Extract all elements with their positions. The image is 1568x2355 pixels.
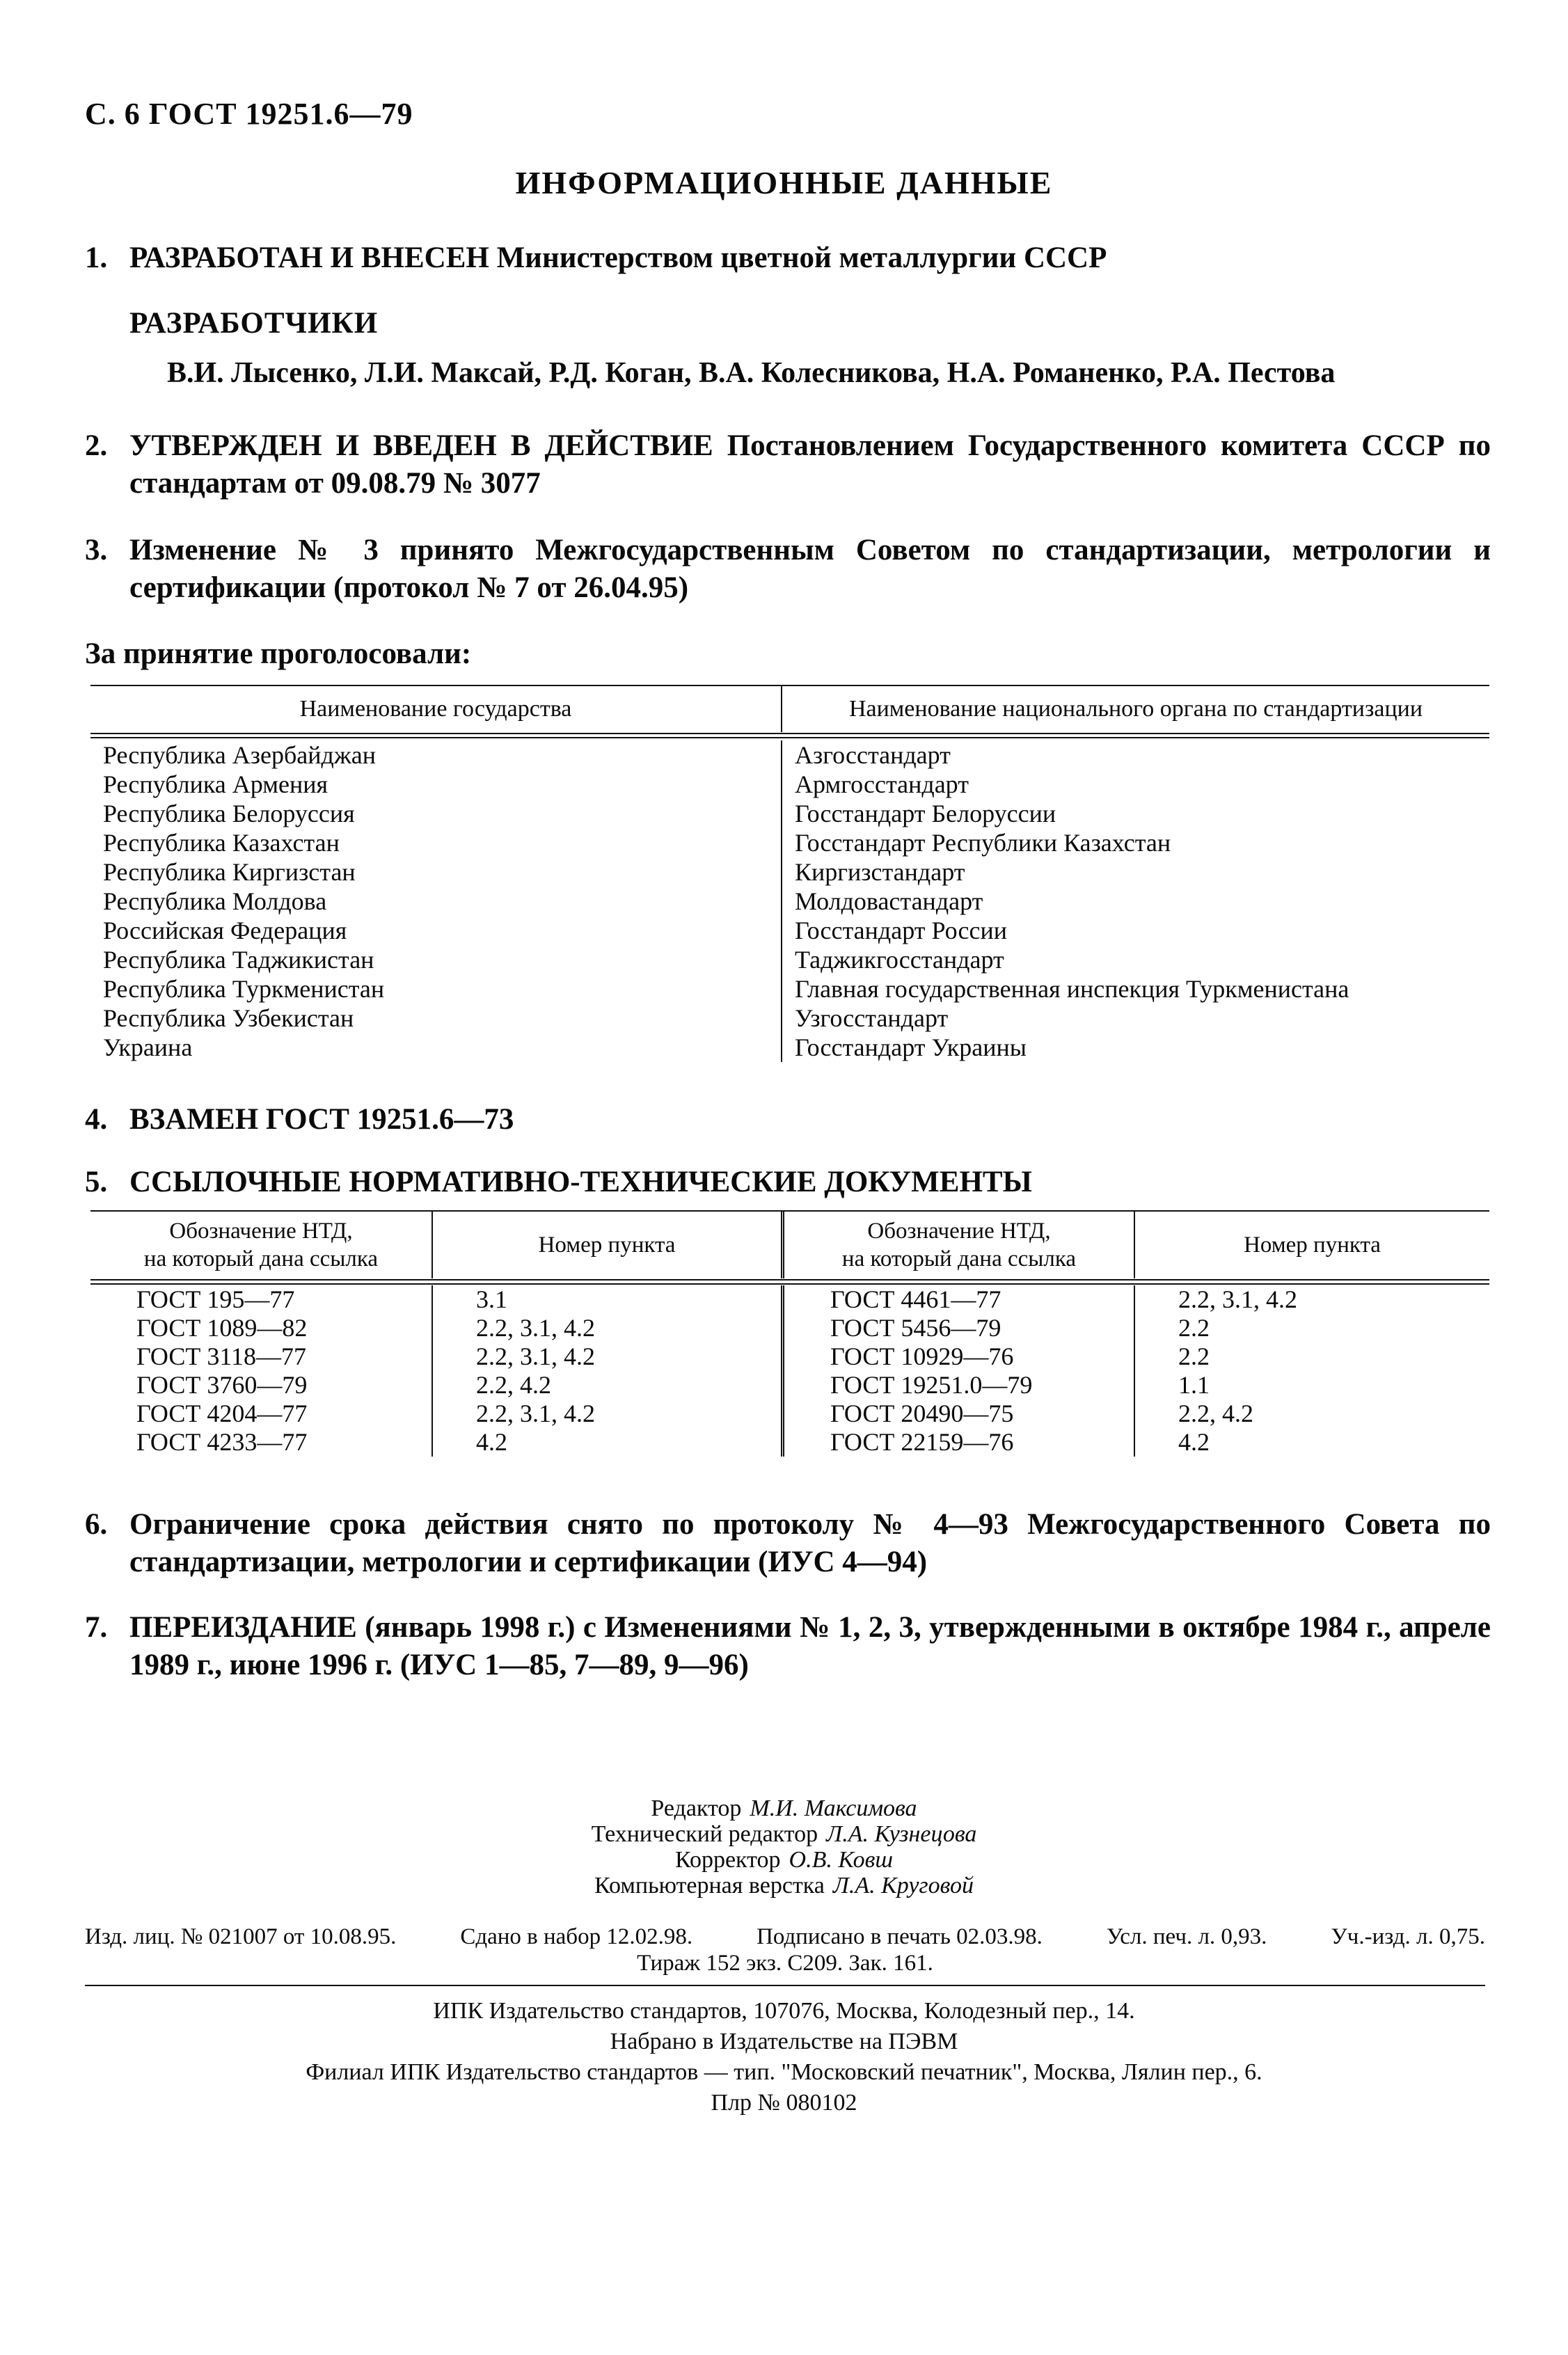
vote-table — [90, 686, 1489, 1062]
table-header: Номер пункта — [432, 1212, 783, 1278]
item-number: 1. — [85, 241, 108, 274]
item-lead: ССЫЛОЧНЫЕ НОРМАТИВНО-ТЕХНИЧЕСКИЕ ДОКУМЕНТЫ — [129, 1166, 1032, 1198]
standards-body-cell: Главная государственная инспекция Туркменистана — [795, 975, 1349, 1003]
item-2 — [85, 427, 1491, 502]
standards-body-cell: Киргизстандарт — [795, 858, 965, 886]
standards-body-cell: Госстандарт Украины — [795, 1033, 1027, 1061]
credit-line: Технический редактор Л.А. Кузнецова — [591, 1821, 977, 1847]
table-row — [90, 1371, 1489, 1399]
item-text: Постановлением Государственного комитета СССР по стандартам от 09.08.79 № 3077 — [129, 429, 1491, 500]
credit-line: Корректор О.В. Ковш — [674, 1847, 894, 1873]
standards-body-cell: Госстандарт России — [795, 917, 1007, 944]
table-row — [90, 1004, 1489, 1033]
item-text: Министерством цветной металлургии СССР — [489, 241, 1107, 274]
footer-divider — [85, 1985, 1485, 1986]
page-header: С. 6 ГОСТ 19251.6—79 — [85, 97, 413, 131]
item-6 — [85, 1506, 1491, 1581]
item-7 — [85, 1609, 1491, 1684]
item-lead: ВЗАМЕН ГОСТ 19251.6—73 — [129, 1103, 514, 1136]
state-name-cell: Республика Киргизстан — [90, 857, 782, 887]
section-title: ИНФОРМАЦИОННЫЕ ДАННЫЕ — [515, 165, 1053, 200]
standards-body-cell: Азгосстандарт — [795, 741, 951, 769]
document-designation-cell: ГОСТ 4233—77 — [90, 1428, 432, 1457]
table-row — [90, 1285, 1489, 1314]
item-3 — [85, 532, 1491, 607]
state-name-cell: Республика Таджикистан — [90, 945, 782, 974]
pub-info-part: Усл. печ. л. 0,93. — [1106, 1924, 1267, 1949]
state-name-cell: Республика Армения — [90, 770, 782, 799]
item-text: (январь 1998 г.) с Изменениями № 1, 2, 3, утвержденными в октябре 1984 г., апреле 1989 г., июне 1996 г. (ИУС 1—85, 7—89, 9—96) — [129, 1611, 1491, 1681]
item-number: 6. — [85, 1508, 108, 1541]
document-designation-cell: ГОСТ 5456—79 — [783, 1314, 1135, 1342]
table-header: Наименование национального органа по стандартизации — [848, 696, 1423, 722]
item-5 — [85, 1164, 1491, 1201]
clause-number-cell: 2.2 — [1178, 1342, 1210, 1370]
footer-line: Плр № 080102 — [711, 2090, 857, 2116]
pub-info-part: Сдано в набор 12.02.98. — [460, 1924, 693, 1949]
state-name-cell: Республика Узбекистан — [90, 1004, 782, 1033]
credits-block — [0, 1795, 1568, 1898]
item-text: Ограничение срока действия снято по протоколу № 4—93 Межгосударственного Совета по стандартизации, метрологии и сертификации (ИУС 4—94) — [129, 1508, 1491, 1578]
table-row — [90, 770, 1489, 799]
table-header: Обозначение НТД, на который дана ссылка — [783, 1212, 1135, 1278]
document-designation-cell: ГОСТ 4461—77 — [783, 1285, 1135, 1314]
clause-number-cell: 2.2, 4.2 — [432, 1371, 783, 1399]
clause-number-cell: 2.2, 3.1, 4.2 — [432, 1399, 783, 1428]
pub-info-part: Уч.-изд. л. 0,75. — [1331, 1924, 1485, 1949]
document-designation-cell: ГОСТ 4204—77 — [90, 1399, 432, 1428]
table-header: Номер пункта — [1244, 1232, 1381, 1258]
item-lead: УТВЕРЖДЕН И ВВЕДЕН В ДЕЙСТВИЕ — [129, 429, 713, 462]
state-name-cell: Республика Белоруссия — [90, 799, 782, 828]
developers-names: В.И. Лысенко, Л.И. Максай, Р.Д. Коган, В.А. Колесникова, Н.А. Романенко, Р.А. Пестова — [167, 357, 1336, 389]
state-name-cell: Республика Казахстан — [90, 828, 782, 857]
document-designation-cell: ГОСТ 3760—79 — [90, 1371, 432, 1399]
credit-line: Редактор М.И. Максимова — [651, 1795, 917, 1821]
pub-info-part: Изд. лиц. № 021007 от 10.08.95. — [85, 1924, 397, 1949]
table-row — [90, 857, 1489, 887]
standards-body-cell: Госстандарт Республики Казахстан — [795, 829, 1171, 857]
standards-body-cell: Узгосстандарт — [795, 1004, 949, 1032]
clause-number-cell: 1.1 — [1178, 1371, 1210, 1399]
table-row — [90, 1314, 1489, 1342]
standards-body-cell: Таджикгосстандарт — [795, 946, 1004, 974]
item-number: 2. — [85, 429, 108, 462]
table-row — [90, 945, 1489, 974]
document-designation-cell: ГОСТ 3118—77 — [90, 1342, 432, 1371]
item-text: Изменение № 3 принято Межгосударственным Советом по стандартизации, метрологии и сертификации (протокол № 7 от 26.04.95) — [129, 534, 1491, 604]
state-name-cell: Российская Федерация — [90, 916, 782, 945]
table-row — [90, 1399, 1489, 1428]
item-number: 3. — [85, 534, 108, 566]
document-designation-cell: ГОСТ 19251.0—79 — [783, 1371, 1135, 1399]
pub-info-line2: Тираж 152 экз. С209. Зак. 161. — [637, 1951, 933, 1976]
state-name-cell: Республика Туркменистан — [90, 974, 782, 1004]
clause-number-cell: 2.2, 3.1, 4.2 — [432, 1342, 783, 1371]
footer-line: Филиал ИПК Издательство стандартов — тип. "Московский печатник", Москва, Лялин пер., 6. — [306, 2059, 1262, 2085]
clause-number-cell: 4.2 — [432, 1428, 783, 1457]
footer-line: ИПК Издательство стандартов, 107076, Москва, Колодезный пер., 14. — [433, 1998, 1135, 2024]
clause-number-cell: 2.2, 4.2 — [1178, 1399, 1253, 1427]
state-name-cell: Республика Азербайджан — [90, 740, 782, 770]
item-lead: РАЗРАБОТАН И ВНЕСЕН — [129, 241, 489, 274]
state-name-cell: Украина — [90, 1033, 782, 1062]
document-designation-cell: ГОСТ 1089—82 — [90, 1314, 432, 1342]
standards-body-cell: Госстандарт Белоруссии — [795, 800, 1056, 827]
table-row — [90, 799, 1489, 828]
document-designation-cell: ГОСТ 22159—76 — [783, 1428, 1135, 1457]
state-name-cell: Республика Молдова — [90, 887, 782, 916]
item-1 — [85, 239, 1491, 277]
publisher-footer — [0, 1996, 1568, 2118]
item-4 — [85, 1101, 1491, 1139]
table-row — [90, 887, 1489, 916]
developers-title: РАЗРАБОТЧИКИ — [129, 307, 379, 340]
table-row — [90, 916, 1489, 945]
table-header: Обозначение НТД, на который дана ссылка — [90, 1212, 432, 1278]
item-lead: ПЕРЕИЗДАНИЕ — [129, 1611, 357, 1644]
document-designation-cell: ГОСТ 10929—76 — [783, 1342, 1135, 1371]
credit-line: Компьютерная верстка Л.А. Круговой — [594, 1873, 974, 1898]
clause-number-cell: 2.2 — [1178, 1314, 1210, 1342]
clause-number-cell: 2.2, 3.1, 4.2 — [1178, 1285, 1297, 1313]
table-row — [90, 740, 1489, 770]
clause-number-cell: 3.1 — [432, 1285, 783, 1314]
table-row — [90, 1342, 1489, 1371]
clause-number-cell: 2.2, 3.1, 4.2 — [432, 1314, 783, 1342]
references-table — [90, 1212, 1489, 1457]
footer-line: Набрано в Издательстве на ПЭВМ — [610, 2029, 958, 2054]
table-row — [90, 974, 1489, 1004]
table-row — [90, 828, 1489, 857]
item-number: 4. — [85, 1103, 108, 1136]
publication-info — [85, 1924, 1485, 1976]
document-designation-cell: ГОСТ 20490—75 — [783, 1399, 1135, 1428]
standards-body-cell: Армгосстандарт — [795, 770, 969, 798]
table-row — [90, 1033, 1489, 1062]
standards-body-cell: Молдовастандарт — [795, 887, 983, 915]
vote-title: За принятие проголосовали: — [85, 637, 472, 670]
document-designation-cell: ГОСТ 195—77 — [90, 1285, 432, 1314]
clause-number-cell: 4.2 — [1178, 1428, 1210, 1456]
item-number: 7. — [85, 1611, 108, 1644]
table-header: Наименование государства — [90, 686, 782, 732]
item-number: 5. — [85, 1166, 108, 1198]
table-row — [90, 1428, 1489, 1457]
pub-info-part: Подписано в печать 02.03.98. — [757, 1924, 1043, 1949]
